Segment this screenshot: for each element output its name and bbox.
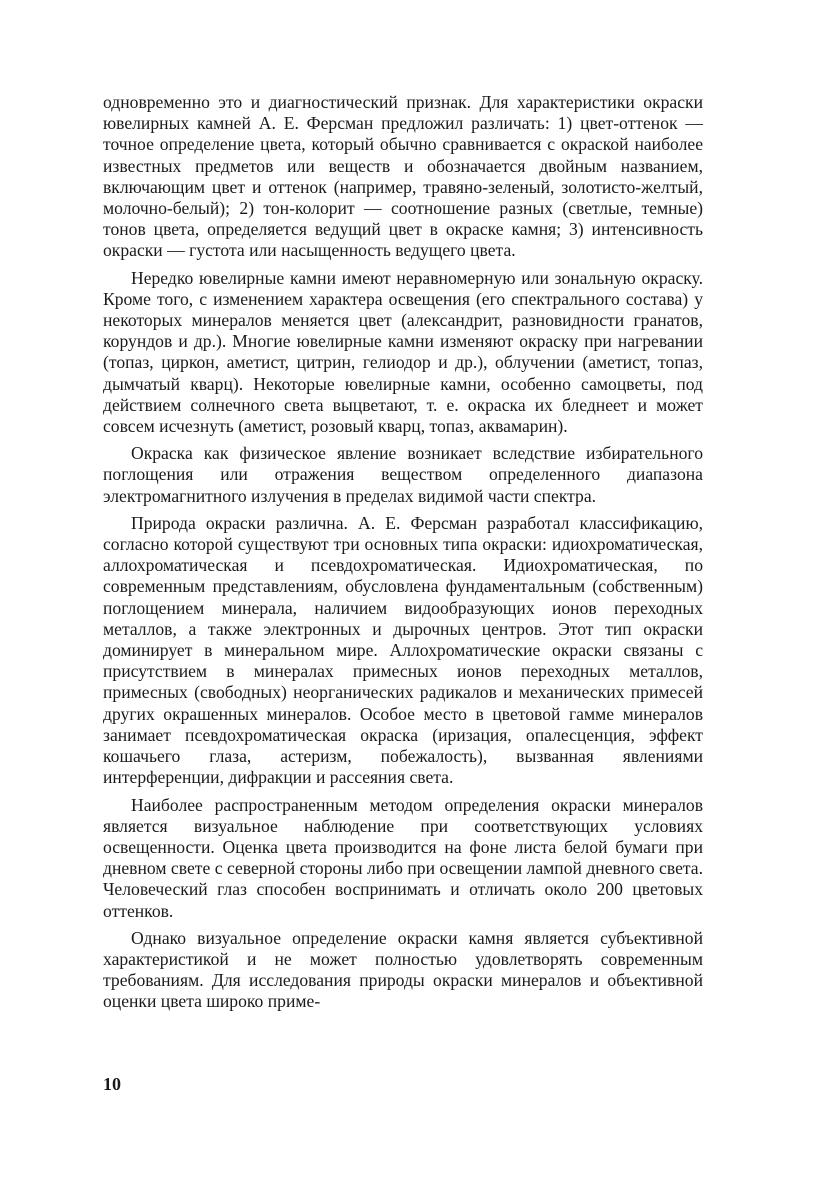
paragraph-nature-of-color: Природа окраски различна. А. Е. Ферсман разработал классификацию, согласно которой существуют три основных типа окраски: идиохроматическая, аллохроматическая и псевдохроматическая. Идиохроматическая, по современным представлениям, обусловлена фундаментальным (собственным) поглощением минерала, наличием видообразующих ионов переходных металлов, а также электронных и дырочных центров. Этот тип окраски доминирует в минеральном мире. Аллохроматические окраски связаны с присутствием в минералах примесных ионов переходных металлов, примесных (свободных) неорганических радикалов и механических примесей других окрашенных минералов. Особое место в цветовой гамме минералов занимает псевдохроматическая окраска (иризация, опалесценция, эффект кошачьего глаза, астеризм, побежалость), вызванная явлениями интерференции, дифракции и рассеяния света. [103, 512, 703, 788]
page-number: 10 [103, 1074, 121, 1094]
paragraph-visual-observation: Наиболее распространенным методом определения окраски минералов является визуальное наблюдение при соответствующих условиях освещенности. Оценка цвета производится на фоне листа белой бумаги при дневном свете с северной стороны либо при освещении лампой дневного света. Человеческий глаз способен воспринимать и отличать около 200 цветовых оттенков. [103, 794, 703, 921]
paragraph-physical-phenomenon: Окраска как физическое явление возникает вследствие избирательного поглощения или отражения веществом определенного диапазона электромагнитного излучения в пределах видимой части спектра. [103, 443, 703, 506]
paragraph-zonal-coloring: Нередко ювелирные камни имеют неравномерную или зональную окраску. Кроме того, с изменением характера освещения (его спектрального состава) у некоторых минералов меняется цвет (александрит, разновидности гранатов, корундов и др.). Многие ювелирные камни изменяют окраску при нагревании (топаз, циркон, аметист, цитрин, гелиодор и др.), облучении (аметист, топаз, дымчатый кварц). Некоторые ювелирные камни, особенно самоцветы, под действием солнечного света выцветают, т. е. окраска их бледнеет и может совсем исчезнуть (аметист, розовый кварц, топаз, аквамарин). [103, 267, 703, 437]
page-text-body [103, 92, 703, 1019]
paragraph-color-characteristics: одновременно это и диагностический признак. Для характеристики окраски ювелирных камней А. Е. Ферсман предложил различать: 1) цвет-оттенок — точное определение цвета, который обычно сравнивается с окраской наиболее известных предметов или веществ и обозначается двойным названием, включающим цвет и оттенок (например, травяно-зеленый, золотисто-желтый, молочно-белый); 2) тон-колорит — соотношение разных (светлые, темные) тонов цвета, определяется ведущий цвет в окраске камня; 3) интенсивность окраски — густота или насыщенность ведущего цвета. [103, 92, 703, 261]
paragraph-objective-evaluation: Однако визуальное определение окраски камня является субъективной характеристикой и не может полностью удовлетворять современным требованиям. Для исследования природы окраски минералов и объективной оценки цвета широко приме- [103, 927, 703, 1012]
